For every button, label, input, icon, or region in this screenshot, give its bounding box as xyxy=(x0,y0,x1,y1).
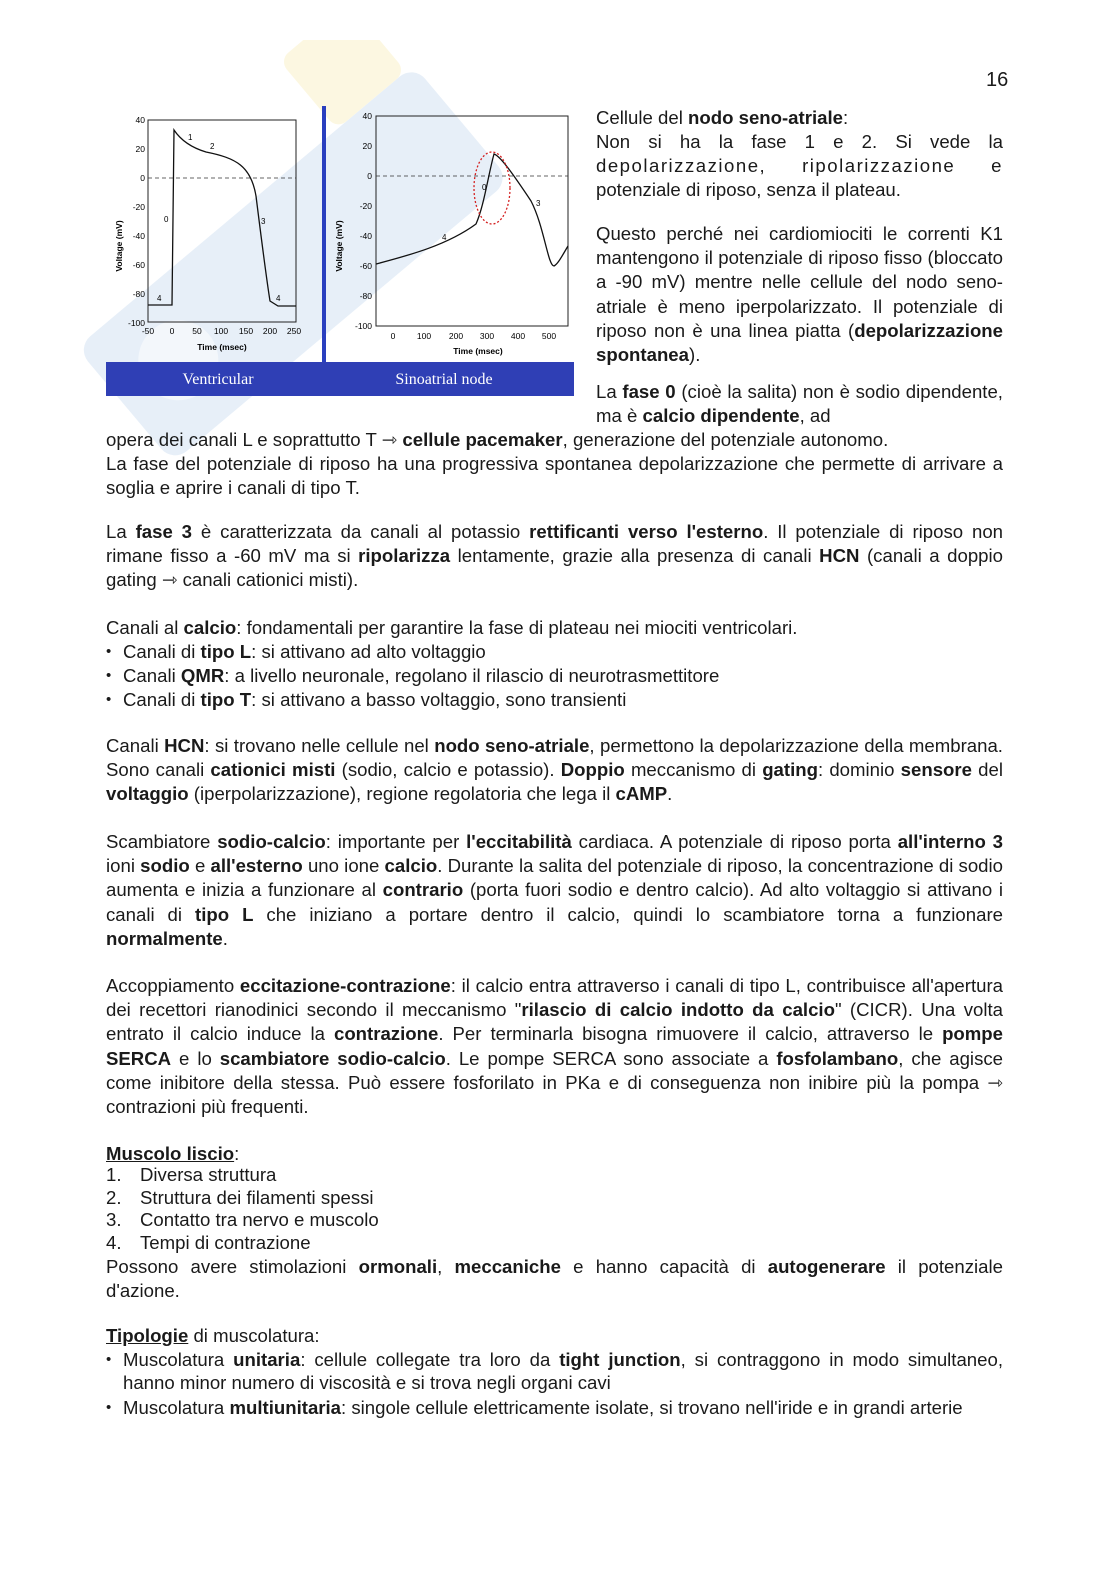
sinoatrial-plot xyxy=(334,111,568,356)
ventricular-axes xyxy=(148,120,296,322)
list-item: 4. Tempi di contrazione xyxy=(106,1231,311,1253)
sinoatrial-ytick: -80 xyxy=(359,291,372,301)
sinoatrial-ylabel: Voltage (mV) xyxy=(334,220,344,272)
ventricular-ytick: -40 xyxy=(132,231,145,241)
ventricular-ytick: -20 xyxy=(132,202,145,212)
ventricular-ytick: 20 xyxy=(135,144,145,154)
list-item: • Muscolatura unitaria: cellule collegate tra loro da tight junction, si contraggono in modo simultaneo, hanno minor numero di viscosità e si trova negli organi cavi xyxy=(106,1348,1003,1394)
paragraph-calcio: Canali al calcio: fondamentali per garantire la fase di plateau nei miociti ventricolari. xyxy=(106,617,798,638)
phase-label: 0 xyxy=(164,215,169,224)
ventricular-ytick: -80 xyxy=(132,289,145,299)
sinoatrial-ytick: 40 xyxy=(362,111,372,121)
calcio-channel-list xyxy=(106,640,1003,713)
list-item: • Muscolatura multiunitaria: singole cellule elettricamente isolate, si trovano nell'iride e in grandi arterie xyxy=(106,1396,1003,1419)
ventricular-ytick: 40 xyxy=(135,115,145,125)
sinoatrial-ytick: -20 xyxy=(359,201,372,211)
list-item: 1. Diversa struttura xyxy=(106,1164,277,1185)
sinoatrial-ytick: 0 xyxy=(367,171,372,181)
phase-label: 3 xyxy=(536,199,541,208)
paragraph-stimolazioni: Possono avere stimolazioni ormonali, meccaniche e hanno capacità di autogenerare il potenziale d'azione. xyxy=(106,1256,1003,1302)
ventricular-ytick: 0 xyxy=(140,173,145,183)
heading-tipologie: Tipologie di muscolatura: xyxy=(106,1325,320,1346)
list-item: • Canali QMR: a livello neuronale, regolano il rilascio di neurotrasmettitore xyxy=(106,664,1003,688)
side-paragraph-fase0: La fase 0 (cioè la salita) non è sodio dipendente, ma è calcio dipendente, ad xyxy=(596,381,1003,427)
list-item: 3. Contatto tra nervo e muscolo xyxy=(106,1209,379,1230)
heading-muscolo-liscio: Muscolo liscio: xyxy=(106,1143,240,1164)
ventricular-xtick: 0 xyxy=(169,326,175,336)
phase-label: 4 xyxy=(276,294,281,303)
ventricular-xtick: -50 xyxy=(141,326,155,336)
ventricular-xlabel: Time (msec) xyxy=(197,342,247,352)
paragraph-fase0-continued: opera dei canali L e soprattutto T ⇾ cellule pacemaker, generazione del potenziale autonomo. xyxy=(106,429,889,450)
side-title: Cellule del nodo seno-atriale: xyxy=(596,107,849,128)
list-item: • Canali di tipo T: si attivano a basso voltaggio, sono transienti xyxy=(106,688,1003,712)
phase-label: 2 xyxy=(210,142,215,151)
sinoatrial-ytick: 20 xyxy=(362,141,372,151)
ventricular-xtick: 250 xyxy=(286,326,302,336)
action-potential-figure xyxy=(106,106,574,396)
side-line-1: Non si ha la fase 1 e 2. Si vede la xyxy=(596,131,1003,152)
ventricular-xtick: 150 xyxy=(238,326,254,336)
ventricular-xtick: 50 xyxy=(192,326,202,336)
ventricular-ap-curve xyxy=(148,130,296,306)
list-item: 2. Struttura dei filamenti spessi xyxy=(106,1186,374,1208)
muscolo-liscio-list xyxy=(106,1164,1003,1254)
list-item: • Canali di tipo L: si attivano ad alto voltaggio xyxy=(106,640,1003,664)
phase-label: 3 xyxy=(261,217,266,226)
sinoatrial-xtick: 200 xyxy=(448,331,464,341)
ventricular-plot xyxy=(114,115,301,352)
sinoatrial-xtick: 500 xyxy=(541,331,557,341)
paragraph-scambiatore: Scambiatore sodio-calcio: importante per l'eccitabilità cardiaca. A potenziale di riposo porta all'interno 3 ioni sodio e all'esterno uno ione calcio. Durante la salita del potenziale di riposo, la concentrazione di sodio aumenta e inizia a funzionare al contrario (porta fuori sodio e dentro calcio). Ad alto voltaggio si attivano i canali di tipo L che iniziano a portare dentro il calcio, quindi lo scambiatore torna a funzionare normalmente. xyxy=(106,831,1003,949)
figure-divider xyxy=(322,106,326,366)
ventricular-xtick: 200 xyxy=(262,326,278,336)
tipologie-list xyxy=(106,1348,1003,1419)
caption-sinoatrial: Sinoatrial node xyxy=(395,371,493,388)
sinoatrial-xlabel: Time (msec) xyxy=(453,346,503,356)
paragraph-hcn: Canali HCN: si trovano nelle cellule nel nodo seno-atriale, permettono la depolarizzazione della membrana. Sono canali cationici misti (sodio, calcio e potassio). Doppio meccanismo di gating: dominio sensore del voltaggio (iperpolarizzazione), regione regolatoria che lega il cAMP. xyxy=(106,735,1003,805)
ventricular-ytick: -60 xyxy=(132,260,145,270)
side-paragraph-k1: Questo perché nei cardiomiociti le correnti K1 mantengono il potenziale di riposo fisso (bloccato a -90 mV) mentre nelle cellule del nodo seno-atriale è meno iperpolarizzato. Il potenziale di riposo non è una linea piatta (depolarizzazione spontanea). xyxy=(596,223,1003,366)
phase-label: 4 xyxy=(157,294,162,303)
paragraph-riposo: La fase del potenziale di riposo ha una progressiva spontanea depolarizzazione che permette di arrivare a soglia e aprire i canali di tipo T. xyxy=(106,453,1003,499)
sinoatrial-ytick: -40 xyxy=(359,231,372,241)
ventricular-ytick: -100 xyxy=(127,318,145,328)
sinoatrial-xtick: 100 xyxy=(416,331,432,341)
sinoatrial-ytick: -60 xyxy=(359,261,372,271)
sinoatrial-xtick: 0 xyxy=(390,331,396,341)
sinoatrial-xtick: 400 xyxy=(510,331,526,341)
sinoatrial-xtick: 300 xyxy=(479,331,495,341)
ventricular-ylabel: Voltage (mV) xyxy=(114,220,124,272)
phase-label: 4 xyxy=(442,233,447,242)
sinoatrial-ap-curve xyxy=(376,154,568,266)
phase-label: 1 xyxy=(188,133,193,142)
ventricular-xtick: 100 xyxy=(213,326,229,336)
side-line-2: depolarizzazione, ripolarizzazione e xyxy=(596,155,1003,176)
side-line-3: potenziale di riposo, senza il plateau. xyxy=(596,179,901,200)
paragraph-accoppiamento: Accoppiamento eccitazione-contrazione: il calcio entra attraverso i canali di tipo L, contribuisce all'apertura dei recettori rianodinici secondo il meccanismo "rilascio di calcio indotto da calcio" (CICR). Una volta entrato il calcio induce la contrazione. Per terminarla bisogna rimuovere il calcio, attraverso le pompe SERCA e lo scambiatore sodio-calcio. Le pompe SERCA sono associate a fosfolambano, che agisce come inibitore della stessa. Può essere fosforilato in PKa e di conseguenza non inibire più la pompa ⇾ contrazioni più frequenti. xyxy=(106,975,1004,1118)
paragraph-fase3: La fase 3 è caratterizzata da canali al potassio rettificanti verso l'esterno. Il potenziale di riposo non rimane fisso a -60 mV ma si ripolarizza lentamente, grazie alla presenza di canali HCN (canali a doppio gating ⇾ canali cationici misti). xyxy=(106,521,1003,591)
page-number: 16 xyxy=(986,69,1009,91)
phase-label: 0 xyxy=(482,183,487,192)
sinoatrial-ytick: -100 xyxy=(354,321,372,331)
figure-caption-band xyxy=(106,362,574,396)
caption-ventricular: Ventricular xyxy=(182,371,254,388)
